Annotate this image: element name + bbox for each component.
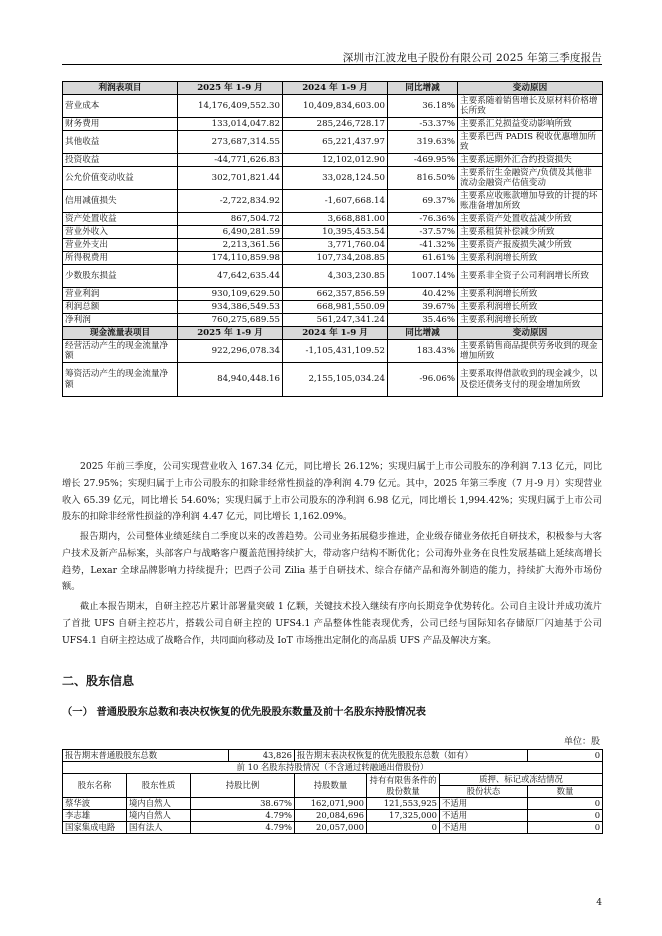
- income-row: [63, 213, 603, 226]
- income-row: [63, 154, 603, 167]
- cashflow-row: [63, 340, 603, 363]
- prior-period-value: 10,409,834,603.00: [283, 95, 388, 118]
- prior-period-value: -1,607,668.14: [283, 190, 388, 213]
- change-reason: 主要系利润增长所致: [458, 288, 603, 301]
- yoy-change: 816.50%: [388, 167, 458, 190]
- income-row: [63, 301, 603, 314]
- col-name: 股东名称: [63, 774, 127, 798]
- restricted-qty: 121,553,925: [367, 798, 440, 810]
- income-row: [63, 118, 603, 131]
- col-ratio: 持股比例: [191, 774, 295, 798]
- change-reason: 主要系利润增长所致: [458, 252, 603, 265]
- income-row: [63, 252, 603, 265]
- item-name: 其他收益: [63, 131, 178, 154]
- prior-period-value: 3,668,881.00: [283, 213, 388, 226]
- current-period-value: 133,014,047.82: [178, 118, 283, 131]
- holding-qty: 20,084,696: [295, 810, 367, 822]
- preferred-holders-label: 报告期末表决权恢复的优先股股东总数（如有）: [295, 750, 528, 762]
- pledge-count: 0: [528, 822, 603, 834]
- yoy-change: 69.37%: [388, 190, 458, 213]
- change-reason: 主要系应收账款增加导致的计提的坏账准备增加所致: [458, 190, 603, 213]
- income-row: [63, 131, 603, 154]
- income-row: [63, 167, 603, 190]
- prior-period-value: 4,303,230.85: [283, 265, 388, 288]
- yoy-change: 36.18%: [388, 95, 458, 118]
- yoy-change: 1007.14%: [388, 265, 458, 288]
- shareholder-nature: 境内自然人: [127, 810, 191, 822]
- operations-paragraph: 报告期内，公司整体业绩延续自二季度以来的改善趋势。公司业务拓展稳步推进，企业级存储业务依托自研技术，积极参与大客户技术及新产品标案，头部客户与战略客户覆盖范围持续扩大，带动客户结构不断优化；公司海外业务在良性发展基础上延续高增长趋势，Lexar 全球品牌影响力持续提升；巴西子公司 Zilia 基于自研技术、综合存储产品和海外制造的能力，持续扩大海外市场份额。: [62, 531, 602, 593]
- yoy-change: 39.67%: [388, 301, 458, 314]
- shareholder-name: 国家集成电路: [63, 822, 127, 834]
- share-status: 不适用: [440, 798, 528, 810]
- income-header-cell: 利润表项目: [63, 82, 178, 95]
- technology-paragraph: 截止本报告期末，自研主控芯片累计部署量突破 1 亿颗，关键技术投入继续有序向长期竞争优势转化。公司自主设计并成功流片了首批 UFS 自研主控芯片，搭载公司自研主控的 UFS4.1 产品整体性能表现优秀，公司已经与国际知名存储原厂闪迪基于公司 UFS4.1 自研主控达成了战略合作，共同面向移动及 IoT 市场推出定制化的高品质 UFS 产品及解决方案。: [62, 601, 602, 646]
- income-row: [63, 190, 603, 213]
- current-period-value: 302,701,821.44: [178, 167, 283, 190]
- total-holders-label: 报告期末普通股股东总数: [63, 750, 229, 762]
- pledge-count: 0: [528, 798, 603, 810]
- yoy-change: -96.06%: [388, 363, 458, 397]
- income-body: [63, 95, 603, 327]
- col-nature: 股东性质: [127, 774, 191, 798]
- shareholder-body: [63, 798, 603, 834]
- item-name: 净利润: [63, 314, 178, 327]
- item-name: 财务费用: [63, 118, 178, 131]
- item-name: 营业外收入: [63, 226, 178, 239]
- item-name: 投资收益: [63, 154, 178, 167]
- prior-period-value: 561,247,341.24: [283, 314, 388, 327]
- current-period-value: 273,687,314.55: [178, 131, 283, 154]
- item-name: 营业利润: [63, 288, 178, 301]
- share-status: 不适用: [440, 810, 528, 822]
- preferred-holders-value: 0: [528, 750, 603, 762]
- pledge-count: 0: [528, 810, 603, 822]
- item-name: 资产处置收益: [63, 213, 178, 226]
- cashflow-row: [63, 363, 603, 397]
- yoy-change: -76.36%: [388, 213, 458, 226]
- top10-title-row: [63, 762, 603, 774]
- income-row: [63, 226, 603, 239]
- income-row: [63, 95, 603, 118]
- cashflow-header-cell: 2025 年 1-9 月: [178, 327, 283, 340]
- prior-period-value: 107,734,208.85: [283, 252, 388, 265]
- current-period-value: -44,771,626.83: [178, 154, 283, 167]
- shareholder-row: [63, 822, 603, 834]
- change-reason: 主要系利润增长所致: [458, 301, 603, 314]
- income-header-row: [63, 82, 603, 95]
- total-holders-value: 43,826: [229, 750, 295, 762]
- prior-period-value: 285,246,728.17: [283, 118, 388, 131]
- income-header-cell: 变动原因: [458, 82, 603, 95]
- shareholder-name: 李志雄: [63, 810, 127, 822]
- holding-ratio: 4.79%: [191, 810, 295, 822]
- cashflow-header-row: [63, 327, 603, 340]
- income-header-cell: 同比增减: [388, 82, 458, 95]
- yoy-change: -41.32%: [388, 239, 458, 252]
- shareholder-name: 蔡华波: [63, 798, 127, 810]
- current-period-value: 2,213,361.56: [178, 239, 283, 252]
- current-period-value: 934,386,549.53: [178, 301, 283, 314]
- current-period-value: 930,109,629.50: [178, 288, 283, 301]
- yoy-change: 35.46%: [388, 314, 458, 327]
- col-count: 数量: [528, 786, 603, 798]
- top10-title: 前 10 名股东持股情况（不含通过转融通出借股份）: [63, 762, 603, 774]
- col-qty: 持股数量: [295, 774, 367, 798]
- change-reason: 主要系汇兑损益变动影响所致: [458, 118, 603, 131]
- item-name: 营业外支出: [63, 239, 178, 252]
- item-name: 少数股东损益: [63, 265, 178, 288]
- item-name: 经营活动产生的现金流量净额: [63, 340, 178, 363]
- change-reason: 主要系远期外汇合约投资损失: [458, 154, 603, 167]
- holding-ratio: 38.67%: [191, 798, 295, 810]
- current-period-value: 47,642,635.44: [178, 265, 283, 288]
- section-title: 二、股东信息: [62, 674, 135, 688]
- prior-period-value: 2,155,105,034.24: [283, 363, 388, 397]
- current-period-value: 922,296,078.34: [178, 340, 283, 363]
- change-reason: 主要系销售商品提供劳务收到的现金增加所致: [458, 340, 603, 363]
- cashflow-header: [63, 327, 603, 340]
- change-reason: 主要系随着销售增长及原材料价格增长所致: [458, 95, 603, 118]
- income-header-cell: 2025 年 1-9 月: [178, 82, 283, 95]
- yoy-change: -37.57%: [388, 226, 458, 239]
- page-number: 4: [596, 898, 602, 908]
- income-row: [63, 288, 603, 301]
- shareholder-total-row: [63, 750, 603, 762]
- cashflow-header-cell: 2024 年 1-9 月: [283, 327, 388, 340]
- prior-period-value: 10,395,453.54: [283, 226, 388, 239]
- item-name: 营业成本: [63, 95, 178, 118]
- change-reason: 主要系巴西 PADIS 税收优惠增加所致: [458, 131, 603, 154]
- shareholder-row: [63, 810, 603, 822]
- current-period-value: 760,275,689.55: [178, 314, 283, 327]
- shareholder-table: [62, 749, 603, 834]
- col-restricted: 持有有限售条件的股份数量: [367, 774, 440, 798]
- item-name: 所得税费用: [63, 252, 178, 265]
- summary-paragraph: 2025 年前三季度，公司实现营业收入 167.34 亿元，同比增长 26.12%；实现归属于上市公司股东的净利润 7.13 亿元，同比增长 27.95%；实现归属于上市公司股东的扣除非经常性损益的净利润 4.79 亿元。其中，2025 年第三季度（7 月-9 月）实现营业收入 65.39 亿元，同比增长 54.60%；实现归属于上市公司股东的净利润 6.98 亿元，同比增长 1,994.42%；实现归属于上市公司股东的扣除非经常性损益的净利润 4.47 亿元，同比增长 1,162.09%。: [62, 461, 602, 523]
- holding-qty: 20,057,000: [295, 822, 367, 834]
- restricted-qty: 17,325,000: [367, 810, 440, 822]
- prior-period-value: 12,102,012.90: [283, 154, 388, 167]
- current-period-value: 84,940,448.16: [178, 363, 283, 397]
- current-period-value: 6,490,281.59: [178, 226, 283, 239]
- cashflow-header-cell: 同比增减: [388, 327, 458, 340]
- item-name: 筹资活动产生的现金流量净额: [63, 363, 178, 397]
- prior-period-value: 33,028,124.50: [283, 167, 388, 190]
- page-header: 深圳市江波龙电子股份有限公司 2025 年第三季度报告: [342, 52, 602, 64]
- cashflow-body: [63, 340, 603, 397]
- yoy-change: -53.37%: [388, 118, 458, 131]
- holding-ratio: 4.79%: [191, 822, 295, 834]
- change-reason: 主要系非全资子公司利润增长所致: [458, 265, 603, 288]
- item-name: 利润总额: [63, 301, 178, 314]
- subsection-title: （一） 普通股股东总数和表决权恢复的优先股股东数量及前十名股东持股情况表: [62, 706, 426, 718]
- holding-qty: 162,071,900: [295, 798, 367, 810]
- unit-label: 单位：股: [563, 737, 600, 747]
- shareholder-nature: 境内自然人: [127, 798, 191, 810]
- change-reason: 主要系利润增长所致: [458, 314, 603, 327]
- item-name: 信用减值损失: [63, 190, 178, 213]
- change-reason: 主要系衍生金融资产/负债及其他非流动金融资产估值变动: [458, 167, 603, 190]
- shareholder-row: [63, 798, 603, 810]
- col-status: 股份状态: [440, 786, 528, 798]
- col-pledge: 质押、标记或冻结情况: [440, 774, 603, 786]
- current-period-value: 174,110,859.98: [178, 252, 283, 265]
- current-period-value: 867,504.72: [178, 213, 283, 226]
- header-divider: [62, 64, 602, 65]
- prior-period-value: -1,105,431,109.52: [283, 340, 388, 363]
- yoy-change: -469.95%: [388, 154, 458, 167]
- prior-period-value: 3,771,760.04: [283, 239, 388, 252]
- prior-period-value: 65,221,437.97: [283, 131, 388, 154]
- current-period-value: -2,722,834.92: [178, 190, 283, 213]
- prior-period-value: 668,981,550.09: [283, 301, 388, 314]
- item-name: 公允价值变动收益: [63, 167, 178, 190]
- yoy-change: 319.63%: [388, 131, 458, 154]
- prior-period-value: 662,357,856.59: [283, 288, 388, 301]
- yoy-change: 40.42%: [388, 288, 458, 301]
- change-reason: 主要系租赁补偿减少所致: [458, 226, 603, 239]
- yoy-change: 183.43%: [388, 340, 458, 363]
- change-reason: 主要系取得借款收到的现金减少，以及偿还债务支付的现金增加所致: [458, 363, 603, 397]
- income-cashflow-table: [62, 81, 603, 397]
- income-row: [63, 265, 603, 288]
- yoy-change: 61.61%: [388, 252, 458, 265]
- restricted-qty: 0: [367, 822, 440, 834]
- cashflow-header-cell: 变动原因: [458, 327, 603, 340]
- income-header-cell: 2024 年 1-9 月: [283, 82, 388, 95]
- change-reason: 主要系资产处置收益减少所致: [458, 213, 603, 226]
- cashflow-header-cell: 现金流量表项目: [63, 327, 178, 340]
- current-period-value: 14,176,409,552.30: [178, 95, 283, 118]
- shareholder-header-row: [63, 774, 603, 786]
- shareholder-nature: 国有法人: [127, 822, 191, 834]
- share-status: 不适用: [440, 822, 528, 834]
- income-row: [63, 314, 603, 327]
- change-reason: 主要系资产报废损失减少所致: [458, 239, 603, 252]
- income-row: [63, 239, 603, 252]
